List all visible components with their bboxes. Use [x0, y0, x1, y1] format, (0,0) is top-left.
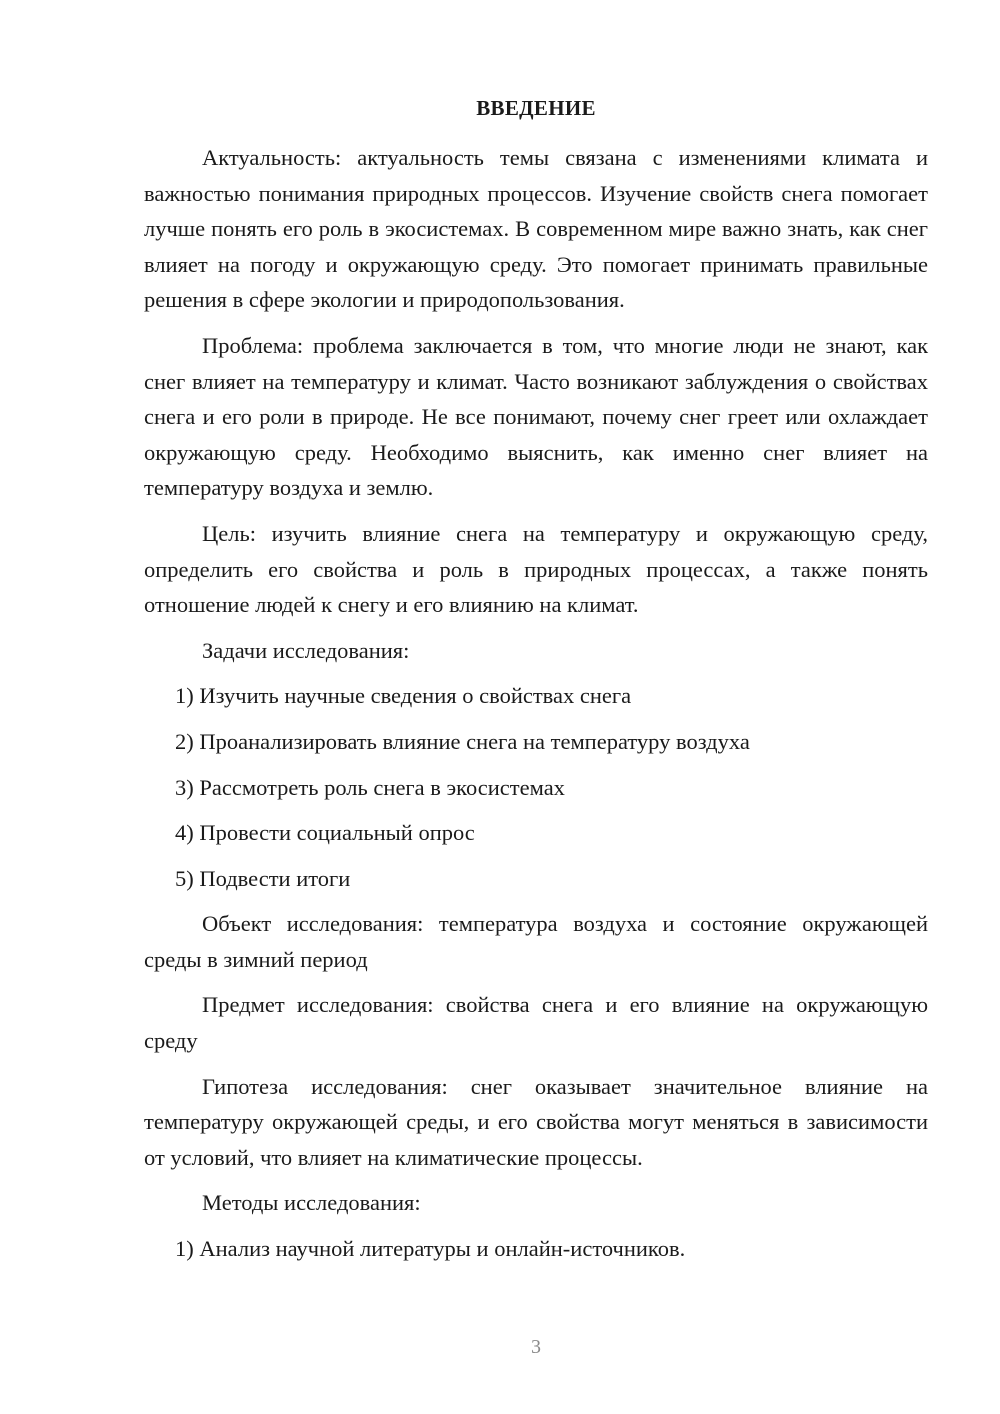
document-body: [144, 140, 928, 1277]
task-item: 1) Изучить научные сведения о свойствах снега: [175, 683, 632, 709]
method-item: 1) Анализ научной литературы и онлайн-источников.: [175, 1236, 686, 1262]
goal-paragraph: Цель: изучить влияние снега на температуру и окружающую среду, определить его свойства и роль в природных процессах, а также понять отношение людей к снегу и его влиянию на климат.: [144, 520, 928, 618]
object-paragraph: Объект исследования: температура воздуха и состояние окружающей среды в зимний период: [144, 911, 928, 972]
page-title: ВВЕДЕНИЕ: [476, 96, 596, 120]
tasks-heading: Задачи исследования:: [202, 637, 410, 663]
task-item: 2) Проанализировать влияние снега на температуру воздуха: [175, 728, 750, 754]
problem-paragraph: Проблема: проблема заключается в том, что многие люди не знают, как снег влияет на температуру и климат. Часто возникают заблуждения о свойствах снега и его роли в природе. Не все понимают, почему снег греет или охлаждает окружающую среду. Необходимо выяснить, как именно снег влияет на температуру воздуха и землю.: [144, 332, 928, 501]
subject-paragraph: Предмет исследования: свойства снега и его влияние на окружающую среду: [144, 992, 928, 1054]
task-item: 3) Рассмотреть роль снега в экосистемах: [175, 774, 565, 800]
task-item: 4) Провести социальный опрос: [175, 820, 475, 846]
relevance-paragraph: Актуальность: актуальность темы связана с изменениями климата и важностью понимания природных процессов. Изучение свойств снега помогает лучше понять его роль в экосистемах. В современном мире важно знать, как снег влияет на погоду и окружающую среду. Это помогает принимать правильные решения в сфере экологии и природопользования.: [144, 145, 928, 313]
task-item: 5) Подвести итоги: [175, 865, 351, 891]
hypothesis-paragraph: Гипотеза исследования: снег оказывает значительное влияние на температуру окружающей среды, и его свойства могут меняться в зависимости от условий, что влияет на климатические процессы.: [144, 1073, 928, 1170]
methods-heading: Методы исследования:: [202, 1190, 421, 1216]
page-number: 3: [531, 1336, 541, 1358]
